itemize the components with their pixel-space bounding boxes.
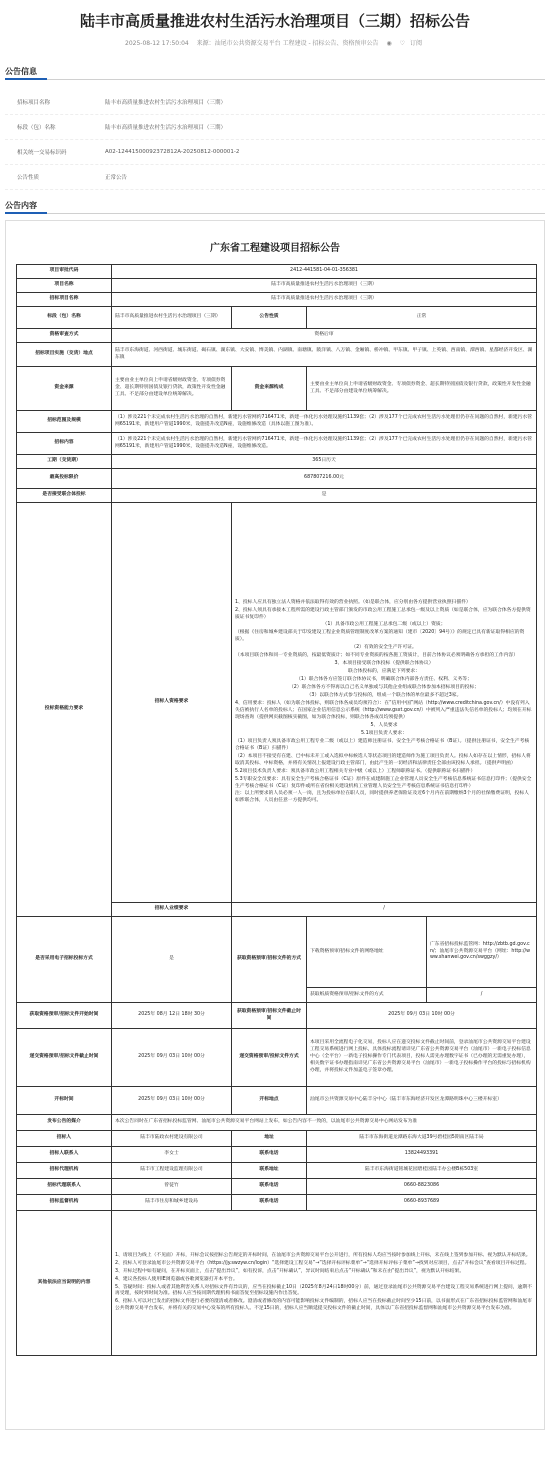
cell-key: 联系地址: [232, 1163, 307, 1179]
notice-header: [0, 0, 550, 60]
cell-key: 资金来源构成: [232, 367, 307, 411]
cell-key: 获取资格预审/招标文件截止时间: [232, 1003, 307, 1029]
cell-key: 地址: [232, 1131, 307, 1147]
cell-value: 本项目采用全流程电子化交易，投标人应在递交投标文件截止时间前，登录汕尾市公共资源交易平台建设工程交易系统进行网上投标，具体投标流程请详见广东省公共资源交易平台（汕尾市）一新电子投标信息中心（全平台）一新电子投标操作专门代表项目，投标人需先办理数字证书（已办理的无需重复办理），相关数字证书办理指南详见广东省公共资源交易平台（汕尾市）一新电子投标操作平台的投标与招标机构办理，并将投标文件加盖电子签章办理。: [307, 1029, 537, 1087]
cell-key: 招标人业绩要求: [112, 903, 232, 917]
qual-line: （3）以联合体方式参与投标的，组成一个联合体的单位最多不超过3家。: [306, 693, 462, 699]
cell-value: （1）涉及221个未完成农村生活污水治理的自然村，新建污水管网约716471米，新建一体化污水处理设施约1139套；（2）涉及177个已完成农村生活污水处理但仍存在问题的自然村，新建污水管网65191米，新建用户管道1990米，设施提升改造N座，设施维修改造。: [112, 433, 537, 455]
cell-value: 0660-8937689: [307, 1195, 537, 1211]
cell-key: 联系电话: [232, 1195, 307, 1211]
cell-key: 其他依法应当说明的内容: [17, 1211, 112, 1356]
cell-value: 陆丰市高质量推进农村生活污水治理项目（三期）: [112, 307, 232, 329]
cell-key: 递交资格预审/招标文件截止时间: [17, 1029, 112, 1087]
cell-key: 获取资格预审/招标文件的方式: [232, 917, 307, 1003]
publish-date: 2025-08-12 17:50:04: [125, 40, 189, 47]
info-list: [5, 90, 545, 190]
cell-key: 标段（包）名称: [17, 307, 112, 329]
cell-value: 2025年 09月 03日 10时 00分: [307, 1003, 537, 1029]
cell-key: 资格审查方式: [17, 329, 112, 343]
qual-line: 1、投标人应具有独立法人资格并依法取得有效的营业执照。（如是联合体，应分别由各方提供营业执照扫描件）: [235, 599, 471, 605]
info-key: 相关统一交易标识码: [17, 150, 67, 156]
cell-key: 发布公告的媒介: [17, 1115, 112, 1131]
cell-key: 投标资格能力要求: [17, 503, 112, 917]
cell-value: 陆丰市住房和城乡建设局: [112, 1195, 232, 1211]
cell-value: 汕尾市公共资源交易中心陆丰分中心（陆丰市东海经济开发区龙潭路明珠中心三楼开标室）: [307, 1087, 537, 1115]
qual-line: 5.2项目技术负责人要求：须具备市政公用工程相关专业中级（或以上）工程师职称证书。（提供职称证书扫描件）: [235, 768, 476, 774]
cell-value: 陆丰市高质量推进农村生活污水治理项目（三期）: [112, 293, 537, 307]
cell-value: 陆丰市高质量推进农村生活污水治理项目（三期）: [112, 279, 537, 293]
cell-key: 招标代理机构: [17, 1163, 112, 1179]
info-value: 陆丰市高质量推进农村生活污水治理项目（三期）: [105, 100, 227, 106]
cell-value: 2025年 09月 03日 10时 00分: [112, 1029, 232, 1087]
cell-key: 招标人: [17, 1131, 112, 1147]
cell-key: 招标项目实施（交货）地点: [17, 343, 112, 367]
info-key: 标段（包）名称: [17, 125, 56, 131]
info-row: [5, 140, 545, 165]
info-value: 陆丰市高质量推进农村生活污水治理项目（三期）: [105, 125, 227, 131]
qual-line: （1）联合体各方应签订联合体协议书，明确联合体内部各方责任、权利、义务等；: [296, 677, 472, 683]
cell-value: 本次公告同时在广东省招标投标监管网、汕尾市公共资源交易平台网站上发布，如公告内容不一致的，以汕尾市公共资源交易中心网站发布为准: [112, 1115, 537, 1131]
favorite-label: 订阅: [409, 40, 422, 47]
cell-key: 联系电话: [232, 1147, 307, 1163]
cell-value: 是: [112, 917, 232, 1003]
notes-text: [112, 1211, 537, 1356]
cell-value: （1）涉及221个未完成农村生活污水治理的自然村，新建污水管网约716471米，新建一体化污水处理设施约1139套；（2）涉及177个已完成农村生活污水处理但仍存在问题的自然村，新建污水管网65191米，新建用户管道1990米，设施提升改造N座，设施维修改造（具体以施工图为准）。: [112, 411, 537, 433]
cell-key: 招标范围及规模: [17, 411, 112, 433]
cell-value: 2412-441581-04-01-356381: [112, 265, 537, 279]
qual-line: 联合体投标的，应满足下列要求：: [348, 669, 420, 675]
cell-key: 招标项目名称: [17, 293, 112, 307]
qual-line: （1）项目负责人须具备市政公用工程专业二级（或以上）建造师注册证书、安全生产考核合格证书（B证）。（提供注册证书，安全生产考核合格证书（B证）扫描件）: [235, 738, 530, 751]
cell-value: 687807216.00元: [112, 469, 537, 489]
cell-value: 是: [112, 489, 537, 503]
cell-key: 是否采用电子招标投标方式: [17, 917, 112, 1003]
paper-cell: [307, 988, 537, 1003]
cell-key: 下载资格预审/招标文件的网络地址: [307, 917, 427, 987]
cell-key: 招标内容: [17, 433, 112, 455]
qual-line: （2）联合体各方不得再以自己名义单独或与其他企业组成联合体参加本招标项目的投标；: [288, 685, 480, 691]
qual-line: （2）本项目不接受有在建、已中标未开工或入选拟中标候选人等状态项目的建造师作为施工项目负责人。投标人如存在以上情形，招标人将取消其投标、中标资格，并将有关情况上报建设行政主管部门，由此产生的一切经济和法律责任全部由该投标人承担。（提供声明函）: [235, 753, 531, 766]
note-line: 6、招标人可以对已发出的招标文件进行必要的澄清或者修改。澄清或者修改的内容可能影响投标文件编制的，招标人应当在投标截止时间至少15日前，以书面形式在广东省招标投标监管网和汕尾市公共资源交易平台发布，并将有关的交易中心发布的所有投标人。不足15日的，招标人应当顺延提交投标文件的截止时间，具体以广东省招投标监督网和汕尾市公共资源交易平台发布为准。: [115, 1299, 532, 1312]
qual-line: 2、投标人须具有承接本工程所需的建设行政主管部门颁发的市政公用工程施工总承包一级及以上资质（如是联合体，应为联合体各方提供资质证书复印件）: [235, 607, 531, 620]
cell-key: 递交资格预审/投标文件方式: [232, 1029, 307, 1087]
cell-value: 陆丰市东海街道、河西街道、城东街道、碣石镇、湖东镇、大安镇、博美镇、内湖镇、南塘镇、陂洋镇、八万镇、金厢镇、桥冲镇、甲东镇、甲子镇、上英镇、西南镇、潭西镇、星都经济开发区、湖东镇: [112, 343, 537, 367]
info-row: [5, 115, 545, 140]
info-row: [5, 90, 545, 115]
cell-value: 主要由业主单位向上申请省级财政资金、专项债券资金、超长期特别国债及银行贷款，政策性开发性金融工具、不足部分由建设单位统筹解决。: [112, 367, 232, 411]
section-title-info: 公告信息: [5, 66, 545, 80]
cell-value: /: [480, 991, 483, 997]
qual-line: 5.3专职安全员要求：具有安全生产考核合格证书（C证）原件在成建制施工企业管理人员安全生产考核信息系统证书信息打印件；（提供安全生产考核合格证书（C证）复印件或所在省份相关建设机构工业管理人员安全生产考核信息系统证书信息打印件）: [235, 776, 532, 789]
qual-line: 4、信用要求：投标人（如为联合体投标，则联合体各成员均须符合）：在“信用中国”网站（http://www.creditchina.gov.cn/）中没有列入失信被执行人名单的投标人；在国家企业信用信息公示系统（http://www.gsxt.gov.cn/）中被列入严重违法失信名单的投标人；均须在开标现场查询（提供网页截图核实截图，如为联合体投标，则联合体各成员均须提供）: [235, 701, 532, 720]
note-line: 4、建议各投标人使用IE浏览器或谷歌浏览器打开本平台。: [115, 1276, 238, 1282]
info-row: [5, 165, 545, 190]
cell-value: 李女士: [112, 1147, 232, 1163]
section-title-content: 公告内容: [5, 200, 545, 214]
cell-key: 获取资格预审/招标文件开始时间: [17, 1003, 112, 1029]
document-title: 广东省工程建设项目招标公告: [210, 243, 340, 254]
notice-table: [16, 264, 537, 1356]
cell-value: 正常: [307, 307, 537, 329]
note-line: 2、投标人可登录汕尾市公共资源交易平台（https://jy.swzyw.cn/login）“选择建设工程交易”→“选择开标评标菜单”→“选择开标评标子菜单”→找到对应项目，点击“开标会议”查看项目开标过程。: [115, 1260, 530, 1266]
cell-value: /: [232, 903, 537, 917]
eye-icon: ◉: [386, 40, 392, 47]
qual-line: （本项目联合体和同一专业资质的，按最低资质计；如不同专业资质的按各施工资质计，目前合体协议必须明确各方承担的工作内容）: [235, 653, 519, 659]
cell-value: 主要由业主单位向上申请省级财政资金、专项债券资金、超长期特别国债及银行贷款，政策性开发性金融工具、不足部分由建设单位统筹解决。: [307, 367, 537, 411]
cell-key: 获取纸质资格预审/招标文件的方式: [307, 988, 427, 1002]
cell-value: 13824493391: [307, 1147, 537, 1163]
cell-value: 2025年 09月 03日 10时 00分: [112, 1087, 232, 1115]
qualification-text: [232, 503, 537, 903]
download-url[interactable]: 广东省招标投标监管网：http://zbtb.gd.gov.cn/；汕尾市公共资源交易平台（网址：http://www.shanwei.gov.cn/swggzy/）: [430, 941, 531, 961]
cell-key: 项目审批代码: [17, 265, 112, 279]
qual-line: 5.1项目负责人要求：: [361, 730, 408, 736]
cell-key: 公告性质: [232, 307, 307, 329]
cell-key: 联系电话: [232, 1179, 307, 1195]
qual-line: 5、人员要求: [370, 722, 398, 728]
qual-line: （1）具备市政公用工程施工总承包二级（或以上）资质；: [322, 622, 446, 628]
info-value: A02-12441500092372812A-20250812-000001-2: [105, 149, 240, 155]
cell-value: 0660-8823086: [307, 1179, 537, 1195]
note-line: 3、开标过程中如有疑问，在开标页面上，点击“提出异议”，如有投诉，点击“开标确认”，异议时间结束后点击“开标确认”和未在由“提出异议”，视为默认开标结果。: [115, 1268, 465, 1274]
cell-value: 陆丰市东海街道铭城花园碧桂园陆丰办公楼B栋503室: [307, 1163, 537, 1179]
cell-key: 招标人资格要求: [112, 503, 232, 903]
cell-value: 2025年 08月 12日 18时 30分: [112, 1003, 232, 1029]
cell-key: 资金来源: [17, 367, 112, 411]
source-link[interactable]: 来源：汕尾市公共资源交易平台 工程建设 - 招标公告、资格预审公告: [196, 40, 379, 47]
info-value: 正常公告: [105, 175, 128, 181]
cell-key: 招标人联系人: [17, 1147, 112, 1163]
notice-meta: [0, 38, 550, 47]
favorite-button[interactable]: ♡ 订阅: [399, 40, 422, 47]
cell-key: 是否接受联合体投标: [17, 489, 112, 503]
cell-key: 招标监督机构: [17, 1195, 112, 1211]
cell-value: 曾徒竹: [112, 1179, 232, 1195]
cell-key: 开标地点: [232, 1087, 307, 1115]
cell-value: 陆丰市工程建设监理有限公司: [112, 1163, 232, 1179]
download-cell: [307, 917, 537, 988]
notice-document: [5, 220, 545, 1430]
cell-key: 最高投标限价: [17, 469, 112, 489]
qual-line: （2）有效的安全生产许可证。: [351, 645, 417, 651]
cell-key: 项目名称: [17, 279, 112, 293]
note-line: 1、请项目为线上（不见面）开标，开标会议按招标公告规定的开标时间，在汕尾市公共资源交易平台公开进行，所有投标人均应当按时参加线上开标，未在线上签到参加开标、视为默认开标结果。: [115, 1252, 531, 1258]
cell-value: 365日历天: [112, 455, 537, 469]
cell-key: 工期（交货期）: [17, 455, 112, 469]
info-key: 公告性质: [17, 175, 40, 181]
page-title: 陆丰市高质量推进农村生活污水治理项目（三期）招标公告: [79, 12, 470, 30]
cell-value: 陆丰市东海街道龙潭路东海大道39号碧桂园5期南区陆丰局: [307, 1131, 537, 1147]
qual-line: （根据《住房和城乡建设部关于印发建设工程企业资质管理制度改革方案的通知（建市〔2020〕94号）》的规定已具有新证取得相应的资质）。: [235, 630, 525, 643]
cell-key: 开标时间: [17, 1087, 112, 1115]
cell-value: 资格后审: [112, 329, 537, 343]
cell-key: 招标代理联系人: [17, 1179, 112, 1195]
note-line: 5、答疑时间：投标人或者其他利害关系人对招标文件有异议的，应当在投标截止10日（2025年8月24日18时00分）前，通过登录汕尾市公共资源交易平台建设工程交易系统进行网上提问，逾期不再受理，按时到时间为准。招标人应当按同期代理机构书面答复至招标设施内作出答复。: [115, 1284, 532, 1297]
info-key: 招标项目名称: [17, 100, 51, 106]
qual-line: 3、本项目接受联合体投标（提供联合体协议）: [334, 661, 434, 667]
qual-line: 注：以上所要求的人员必须一人一岗，且为投标单位在职人员，同时提供养老保险证及近6个月内在前期缴纳3个月的社保缴费证明，投标人如涉联合体，人员由任意一方提供均可。: [235, 791, 529, 804]
cell-value: 陆丰市陆政农村建设有限公司: [112, 1131, 232, 1147]
